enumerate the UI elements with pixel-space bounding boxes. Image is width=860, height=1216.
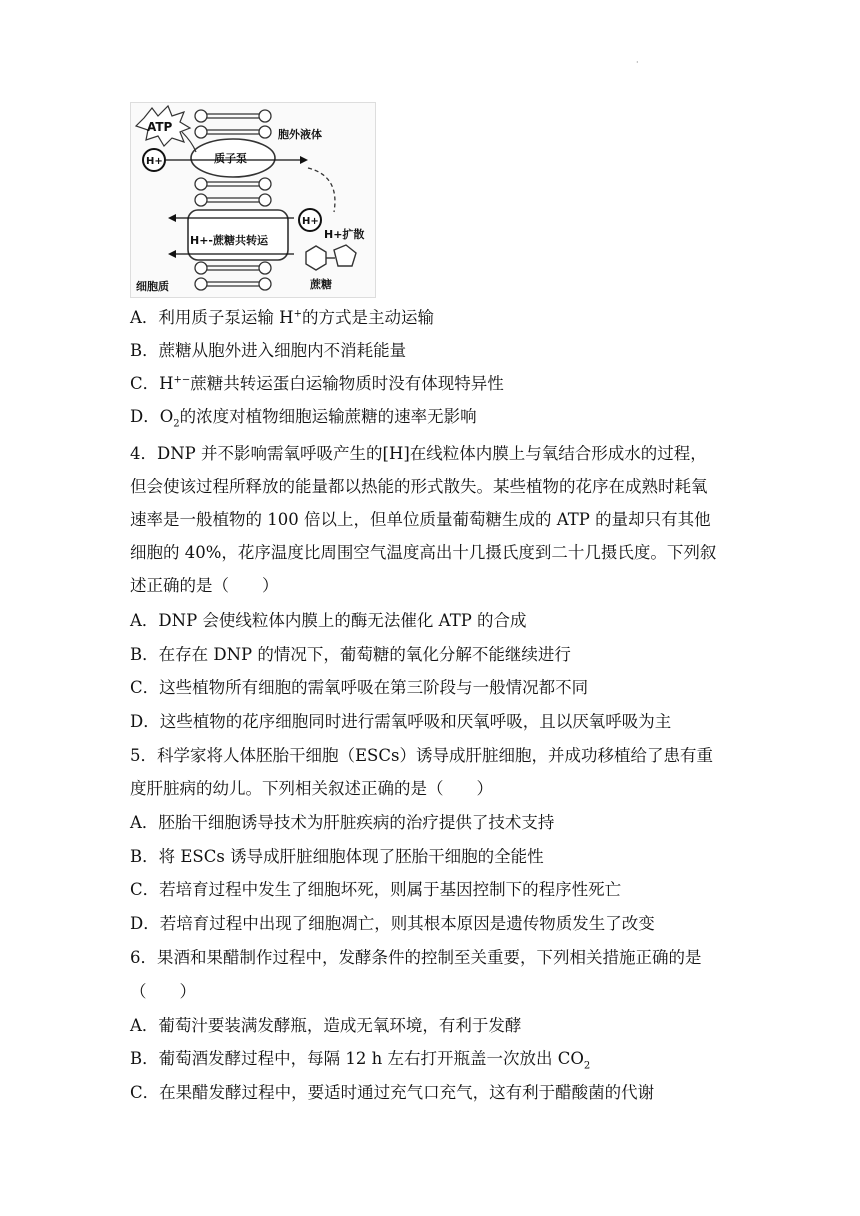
- q4-stem-line-5: 述正确的是（ ）: [130, 576, 279, 595]
- q4-option-b: B．在存在 DNP 的情况下，葡萄糖的氧化分解不能继续进行: [130, 645, 571, 664]
- q6-stem-line-1: 6．果酒和果醋制作过程中，发酵条件的控制至关重要，下列相关措施正确的是: [130, 948, 702, 967]
- q6-option-a: A．葡萄汁要装满发酵瓶，造成无氧环境，有利于发酵: [130, 1016, 522, 1035]
- atp-label: ATP: [147, 120, 173, 134]
- proton-pump-label: 质子泵: [214, 152, 247, 165]
- q6-option-c: C．在果醋发酵过程中，要适时通过充气口充气，这有利于醋酸菌的代谢: [130, 1083, 655, 1102]
- cotransport-label: H+-蔗糖共转运: [190, 234, 268, 247]
- q5-option-d: D．若培育过程中出现了细胞凋亡，则其根本原因是遗传物质发生了改变: [130, 914, 655, 933]
- q3-option-d: D．$O_2$的浓度对植物细胞运输蔗糖的速率无影响: [130, 407, 477, 430]
- q5-stem-line-2: 度肝脏病的幼儿。下列相关叙述正确的是（ ）: [130, 779, 493, 798]
- q4-option-c: C．这些植物所有细胞的需氧呼吸在第三阶段与一般情况都不同: [130, 678, 589, 697]
- q6-option-b: B．葡萄酒发酵过程中，每隔 12 h 左右打开瓶盖一次放出 $CO_2$: [130, 1049, 591, 1072]
- q4-option-d: D．这些植物的花序细胞同时进行需氧呼吸和厌氧呼吸，且以厌氧呼吸为主: [130, 712, 672, 731]
- q5-option-b: B．将 ESCs 诱导成肝脏细胞体现了胚胎干细胞的全能性: [130, 847, 544, 866]
- q4-option-a: A．DNP 会使线粒体内膜上的酶无法催化 ATP 的合成: [130, 611, 527, 630]
- q5-stem-line-1: 5．科学家将人体胚胎干细胞（ESCs）诱导成肝脏细胞，并成功移植给了患有重: [130, 746, 713, 765]
- q4-stem-line-2: 但会使该过程所释放的能量都以热能的形式散失。某些植物的花序在成熟时耗氧: [130, 477, 708, 496]
- q3-option-a: A．利用质子泵运输 H+的方式是主动运输: [130, 308, 434, 327]
- membrane-transport-figure: [130, 102, 376, 298]
- sucrose-label: 蔗糖: [310, 278, 332, 291]
- q5-option-c: C．若培育过程中发生了细胞坏死，则属于基因控制下的程序性死亡: [130, 880, 622, 899]
- h-plus-right-label: H+: [302, 216, 319, 227]
- page-dot: ·: [636, 58, 639, 67]
- h-diffusion-label: H+扩散: [324, 228, 365, 241]
- sucrose-hexagon: [306, 246, 326, 270]
- q3-option-b: B．蔗糖从胞外进入细胞内不消耗能量: [130, 341, 407, 360]
- q5-option-a: A．胚胎干细胞诱导技术为肝脏疾病的治疗提供了技术支持: [130, 813, 555, 832]
- h-plus-left-label: H+: [146, 156, 163, 167]
- q4-stem-line-1: 4．DNP 并不影响需氧呼吸产生的[H]在线粒体内膜上与氧结合形成水的过程，: [130, 444, 707, 463]
- q6-stem-line-2: （ ）: [130, 982, 196, 1001]
- cytoplasm-label: 细胞质: [136, 280, 169, 293]
- q4-stem-line-4: 细胞的 40%，花序温度比周围空气温度高出十几摄氏度到二十几摄氏度。下列叙: [130, 543, 717, 562]
- q3-option-c: C．H+−蔗糖共转运蛋白运输物质时没有体现特异性: [130, 374, 504, 393]
- extracellular-label: 胞外液体: [278, 128, 322, 141]
- q4-stem-line-3: 速率是一般植物的 100 倍以上，但单位质量葡萄糖生成的 ATP 的量却只有其他: [130, 510, 711, 529]
